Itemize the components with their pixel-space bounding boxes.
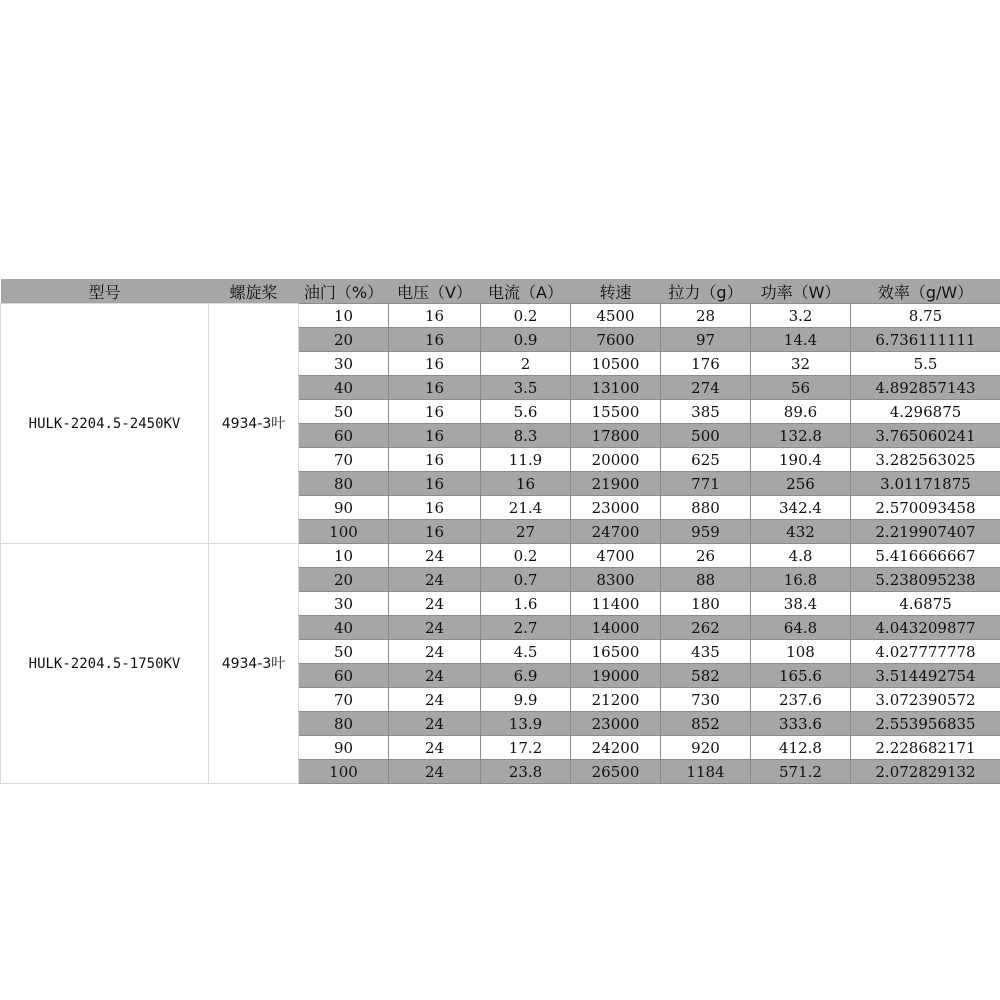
current-cell: 4.5 [481,640,571,664]
thrust-cell: 176 [661,352,751,376]
thrust-cell: 852 [661,712,751,736]
rpm-cell: 23000 [571,712,661,736]
rpm-cell: 24200 [571,736,661,760]
throttle-cell: 10 [299,544,389,568]
thrust-cell: 730 [661,688,751,712]
throttle-cell: 70 [299,448,389,472]
voltage-cell: 16 [389,520,481,544]
thrust-cell: 88 [661,568,751,592]
power-cell: 16.8 [751,568,851,592]
throttle-cell: 30 [299,352,389,376]
thrust-cell: 180 [661,592,751,616]
efficiency-cell: 5.238095238 [851,568,1000,592]
current-cell: 3.5 [481,376,571,400]
power-cell: 571.2 [751,760,851,784]
rpm-cell: 21900 [571,472,661,496]
efficiency-cell: 3.072390572 [851,688,1000,712]
rpm-cell: 19000 [571,664,661,688]
efficiency-cell: 3.765060241 [851,424,1000,448]
efficiency-cell: 2.219907407 [851,520,1000,544]
power-cell: 32 [751,352,851,376]
power-cell: 3.2 [751,304,851,328]
current-cell: 0.9 [481,328,571,352]
rpm-cell: 11400 [571,592,661,616]
efficiency-cell: 3.01171875 [851,472,1000,496]
current-cell: 9.9 [481,688,571,712]
voltage-cell: 16 [389,304,481,328]
throttle-cell: 30 [299,592,389,616]
efficiency-cell: 2.072829132 [851,760,1000,784]
voltage-cell: 24 [389,712,481,736]
thrust-cell: 582 [661,664,751,688]
voltage-cell: 16 [389,448,481,472]
rpm-cell: 4700 [571,544,661,568]
throttle-cell: 50 [299,640,389,664]
voltage-cell: 16 [389,376,481,400]
current-cell: 2.7 [481,616,571,640]
throttle-cell: 20 [299,328,389,352]
thrust-cell: 262 [661,616,751,640]
rpm-cell: 26500 [571,760,661,784]
header-thrust: 拉力（g） [661,279,751,304]
throttle-cell: 20 [299,568,389,592]
rpm-cell: 8300 [571,568,661,592]
propeller-cell: 4934-3叶 [209,544,299,784]
efficiency-cell: 8.75 [851,304,1000,328]
efficiency-cell: 4.892857143 [851,376,1000,400]
current-cell: 27 [481,520,571,544]
voltage-cell: 16 [389,496,481,520]
power-cell: 14.4 [751,328,851,352]
header-throttle: 油门（%） [299,279,389,304]
voltage-cell: 24 [389,736,481,760]
throttle-cell: 100 [299,760,389,784]
efficiency-cell: 4.043209877 [851,616,1000,640]
power-cell: 108 [751,640,851,664]
voltage-cell: 24 [389,640,481,664]
efficiency-cell: 2.553956835 [851,712,1000,736]
power-cell: 38.4 [751,592,851,616]
current-cell: 1.6 [481,592,571,616]
motor-performance-table [0,279,1000,784]
current-cell: 0.7 [481,568,571,592]
header-voltage: 电压（V） [389,279,481,304]
power-cell: 333.6 [751,712,851,736]
throttle-cell: 40 [299,616,389,640]
thrust-cell: 959 [661,520,751,544]
rpm-cell: 21200 [571,688,661,712]
rpm-cell: 23000 [571,496,661,520]
voltage-cell: 16 [389,400,481,424]
efficiency-cell: 3.514492754 [851,664,1000,688]
throttle-cell: 60 [299,424,389,448]
throttle-cell: 80 [299,712,389,736]
thrust-cell: 1184 [661,760,751,784]
power-cell: 256 [751,472,851,496]
voltage-cell: 24 [389,688,481,712]
header-current: 电流（A） [481,279,571,304]
table-header-row [1,279,1000,304]
thrust-cell: 920 [661,736,751,760]
current-cell: 23.8 [481,760,571,784]
thrust-cell: 880 [661,496,751,520]
current-cell: 6.9 [481,664,571,688]
voltage-cell: 24 [389,568,481,592]
power-cell: 237.6 [751,688,851,712]
power-cell: 4.8 [751,544,851,568]
header-rpm: 转速 [571,279,661,304]
current-cell: 5.6 [481,400,571,424]
power-cell: 64.8 [751,616,851,640]
power-cell: 432 [751,520,851,544]
power-cell: 342.4 [751,496,851,520]
thrust-cell: 500 [661,424,751,448]
rpm-cell: 4500 [571,304,661,328]
thrust-cell: 28 [661,304,751,328]
efficiency-cell: 5.416666667 [851,544,1000,568]
model-cell: HULK-2204.5-2450KV [1,304,209,544]
throttle-cell: 100 [299,520,389,544]
current-cell: 16 [481,472,571,496]
rpm-cell: 13100 [571,376,661,400]
thrust-cell: 625 [661,448,751,472]
efficiency-cell: 6.736111111 [851,328,1000,352]
current-cell: 0.2 [481,544,571,568]
voltage-cell: 16 [389,352,481,376]
propeller-cell: 4934-3叶 [209,304,299,544]
throttle-cell: 70 [299,688,389,712]
throttle-cell: 50 [299,400,389,424]
power-cell: 165.6 [751,664,851,688]
table-row [1,304,1000,328]
voltage-cell: 24 [389,760,481,784]
efficiency-cell: 4.6875 [851,592,1000,616]
power-cell: 89.6 [751,400,851,424]
efficiency-cell: 4.296875 [851,400,1000,424]
voltage-cell: 16 [389,328,481,352]
thrust-cell: 97 [661,328,751,352]
thrust-cell: 274 [661,376,751,400]
current-cell: 2 [481,352,571,376]
current-cell: 17.2 [481,736,571,760]
voltage-cell: 24 [389,544,481,568]
throttle-cell: 40 [299,376,389,400]
power-cell: 132.8 [751,424,851,448]
header-power: 功率（W） [751,279,851,304]
current-cell: 21.4 [481,496,571,520]
efficiency-cell: 2.228682171 [851,736,1000,760]
power-cell: 56 [751,376,851,400]
rpm-cell: 7600 [571,328,661,352]
table-row [1,544,1000,568]
voltage-cell: 24 [389,592,481,616]
rpm-cell: 20000 [571,448,661,472]
power-cell: 190.4 [751,448,851,472]
rpm-cell: 10500 [571,352,661,376]
thrust-cell: 435 [661,640,751,664]
throttle-cell: 10 [299,304,389,328]
rpm-cell: 16500 [571,640,661,664]
throttle-cell: 80 [299,472,389,496]
thrust-cell: 26 [661,544,751,568]
voltage-cell: 16 [389,424,481,448]
power-cell: 412.8 [751,736,851,760]
efficiency-cell: 5.5 [851,352,1000,376]
table-body [1,304,1000,784]
current-cell: 8.3 [481,424,571,448]
rpm-cell: 24700 [571,520,661,544]
efficiency-cell: 3.282563025 [851,448,1000,472]
current-cell: 0.2 [481,304,571,328]
efficiency-cell: 2.570093458 [851,496,1000,520]
efficiency-cell: 4.027777778 [851,640,1000,664]
header-propeller: 螺旋桨 [209,279,299,304]
rpm-cell: 15500 [571,400,661,424]
current-cell: 13.9 [481,712,571,736]
throttle-cell: 90 [299,736,389,760]
voltage-cell: 16 [389,472,481,496]
header-model: 型号 [1,279,209,304]
voltage-cell: 24 [389,616,481,640]
thrust-cell: 385 [661,400,751,424]
voltage-cell: 24 [389,664,481,688]
model-cell: HULK-2204.5-1750KV [1,544,209,784]
rpm-cell: 17800 [571,424,661,448]
rpm-cell: 14000 [571,616,661,640]
current-cell: 11.9 [481,448,571,472]
throttle-cell: 90 [299,496,389,520]
throttle-cell: 60 [299,664,389,688]
thrust-cell: 771 [661,472,751,496]
header-efficiency: 效率（g/W） [851,279,1000,304]
